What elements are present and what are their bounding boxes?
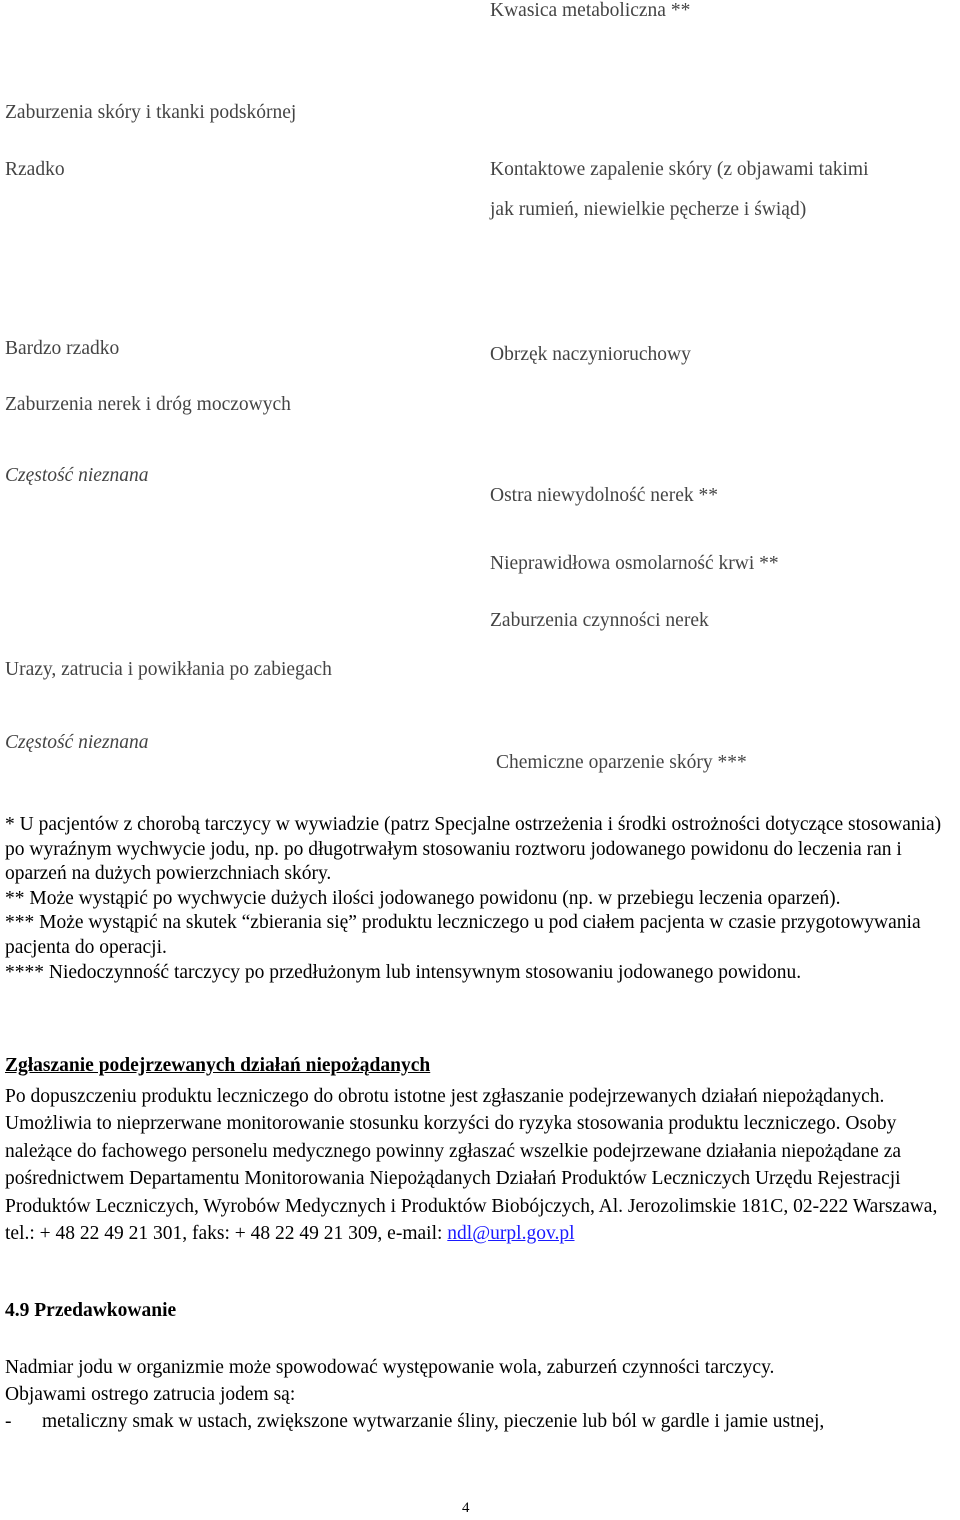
effect-acute-renal-failure: Ostra niewydolność nerek ** — [490, 485, 718, 506]
symptom-item-1: metaliczny smak w ustach, zwiększone wytwarzanie śliny, pieczenie lub ból w gardle i jamie ustnej, — [42, 1411, 825, 1432]
effect-contact-dermatitis-line2: jak rumień, niewielkie pęcherze i świąd) — [490, 199, 807, 220]
reporting-paragraph — [5, 1083, 960, 1247]
overdose-p1: Nadmiar jodu w organizmie może spowodować występowanie wola, zaburzeń czynności tarczycy. — [5, 1357, 775, 1378]
footnote-4: **** Niedoczynność tarczycy po przedłużonym lub intensywnym stosowaniu jodowanego powidonu. — [5, 961, 802, 983]
frequency-very-rare: Bardzo rzadko — [5, 338, 120, 359]
list-dash: - — [5, 1411, 12, 1432]
effect-abnormal-osmolarity: Nieprawidłowa osmolarność krwi ** — [490, 553, 779, 574]
soc-skin: Zaburzenia skóry i tkanki podskórnej — [5, 102, 297, 123]
frequency-rare: Rzadko — [5, 159, 65, 180]
effect-chemical-burn: Chemiczne oparzenie skóry *** — [496, 752, 747, 773]
soc-injury: Urazy, zatrucia i powikłania po zabiegach — [5, 659, 332, 680]
effect-renal-impairment: Zaburzenia czynności nerek — [490, 610, 709, 631]
effect-metabolic-acidosis: Kwasica metaboliczna ** — [490, 0, 691, 21]
effect-contact-dermatitis-line1: Kontaktowe zapalenie skóry (z objawami takimi — [490, 159, 869, 180]
overdose-heading: 4.9 Przedawkowanie — [5, 1300, 177, 1321]
overdose-paragraph — [5, 1354, 960, 1408]
reporting-body: Po dopuszczeniu produktu leczniczego do obrotu istotne jest zgłaszanie podejrzewanych działań niepożądanych. Umożliwia to nieprzerwane monitorowanie stosunku korzyści do ryzyka stosowania produktu leczniczego. Osoby należące do fachowego personelu medycznego powinny zgłaszać wszelkie podejrzewane działania niepożądane za pośrednictwem Departamentu Monitorowania Niepożądanych Działań Produktów Leczniczych Urzędu Rejestracji Produktów Leczniczych, Wyrobów Medycznych i Produktów Biobójczych, Al. Jerozolimskie 181C, 02-222 Warszawa, tel.: + 48 22 49 21 301, faks: + 48 22 49 21 309, e-mail: — [5, 1086, 938, 1245]
page-number: 4 — [462, 1500, 470, 1516]
email-link[interactable]: ndl@urpl.gov.pl — [447, 1223, 575, 1245]
reporting-heading: Zgłaszanie podejrzewanych działań niepożądanych — [5, 1055, 431, 1076]
symptom-list-item — [5, 1408, 960, 1436]
footnote-3: *** Może wystąpić na skutek “zbierania się” produktu leczniczego u pod ciałem pacjenta w czasie przygotowywania pacjenta do operacji. — [5, 912, 921, 958]
overdose-p2: Objawami ostrego zatrucia jodem są: — [5, 1384, 296, 1405]
footnotes — [5, 813, 960, 985]
effect-angioedema: Obrzęk naczynioruchowy — [490, 344, 691, 365]
soc-renal: Zaburzenia nerek i dróg moczowych — [5, 394, 291, 415]
footnote-1: * U pacjentów z chorobą tarczycy w wywiadzie (patrz Specjalne ostrzeżenia i środki ostrożności dotyczące stosowania) po wyraźnym wychwycie jodu, np. po długotrwałym stosowaniu roztworu jodowanego powidonu do leczenia ran i oparzeń na dużych powierzchniach skóry. — [5, 814, 942, 885]
frequency-unknown-injury: Częstość nieznana — [5, 732, 149, 753]
frequency-unknown-renal: Częstość nieznana — [5, 465, 149, 486]
footnote-2: ** Może wystąpić po wychwycie dużych ilości jodowanego powidonu (np. w przebiegu leczenia oparzeń). — [5, 887, 841, 909]
